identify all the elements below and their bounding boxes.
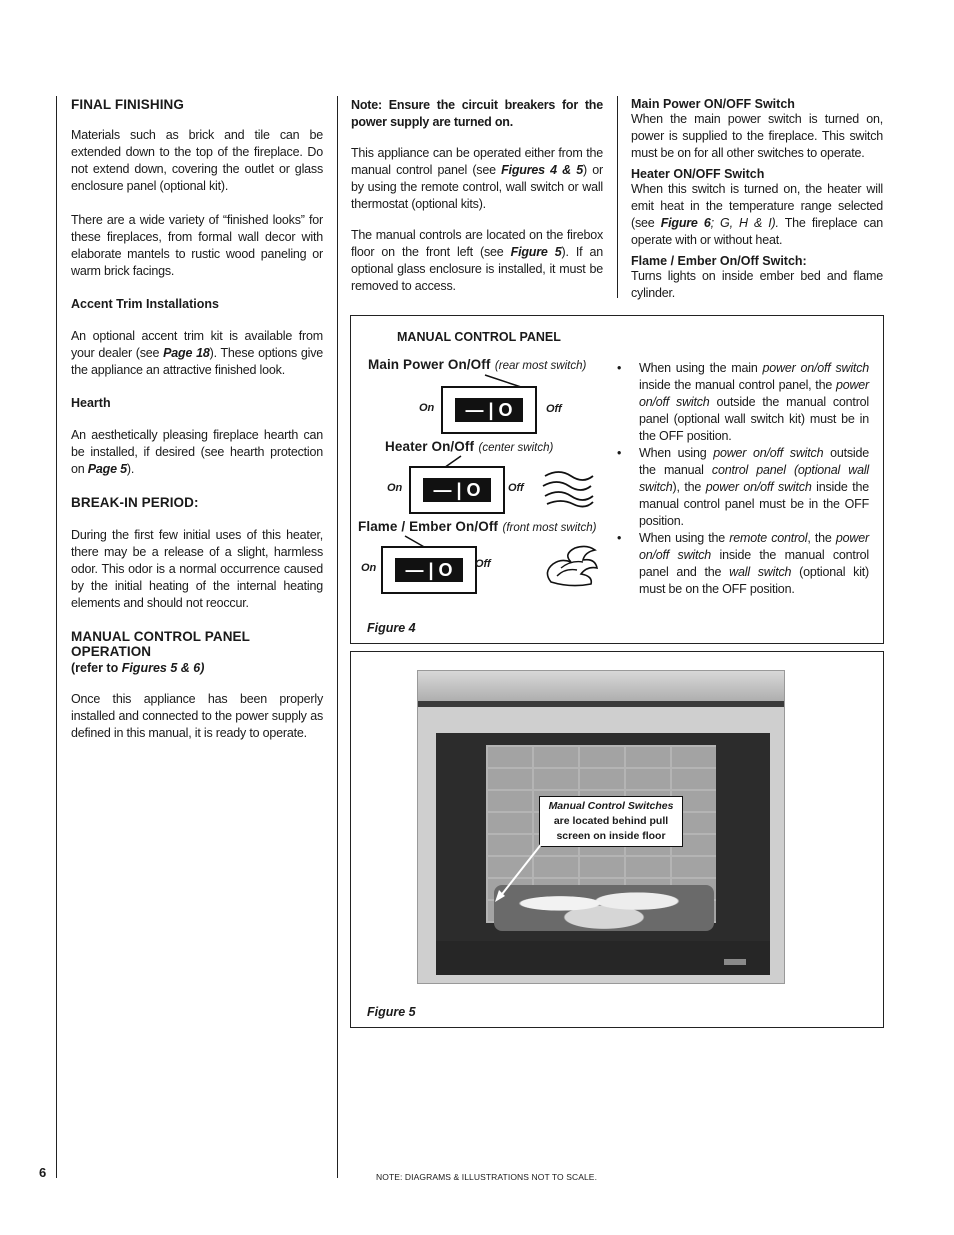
figure-5-ref: Figure 5 [510,245,562,259]
flame-switch-symbol: — | O [395,558,463,582]
figures-4-5-ref: Figures 4 & 5 [501,163,584,177]
callout-line-1: Manual Control Switches [548,800,674,812]
fireplace-top-trim [418,671,784,705]
heat-waves-icon [541,468,597,508]
flame-paragraph: Turns lights on inside ember bed and flame cylinder. [631,269,883,300]
column-rule-left [56,96,57,1178]
main-power-switch[interactable] [441,386,537,434]
figure-5-box [350,651,884,1028]
bullet-main-power: • When using the main power on/off switch inside the manual control panel, the power on/off switch outside the manual control panel (optional wall switch kit) must be in the OFF position. [617,360,869,445]
manual-switch-callout [539,796,683,847]
main-power-switch-symbol: — | O [455,398,523,422]
heater-note: (center switch) [478,442,554,454]
page-number: 6 [39,1165,47,1180]
manual-control-operation-paragraph: Once this appliance has been properly installed and connected to the power supply as defined in this manual, it is ready to operate. [71,692,323,740]
break-in-heading: BREAK-IN PERIOD: [71,495,199,510]
bullet-outside-switch: • When using power on/off switch outside the manual control panel (optional wall switch), the power on/off switch inside the manual control panel must be in the OFF position. [617,445,869,530]
main-power-label-row [368,356,586,374]
main-power-on-label: On [419,402,435,414]
heater-switch[interactable] [409,466,505,514]
operation-paragraph: This appliance can be operated either from the manual control panel (see Figures 4 & 5) or by using the remote control, wall switch or wall thermostat (optional kits). [351,146,604,211]
callout-line-2: are located behind pull [553,815,669,827]
flame-off-label: Off [475,558,491,570]
final-finishing-paragraph-2: There are a wide variety of “finished looks” for these fireplaces, from formal wall decor with elaborate mantels to rustic wood paneling or warm brick facings. [71,213,323,278]
flame-switch[interactable] [381,546,477,594]
main-power-off-label: Off [546,403,562,415]
circuit-breaker-note: Note: Ensure the circuit breakers for the power supply are turned on. [351,98,603,129]
main-power-heading: Main Power ON/OFF Switch [631,97,795,111]
flame-on-label: On [361,562,377,574]
heater-label: Heater On/Off [385,439,475,454]
callout-arrow [491,838,551,906]
bullet-remote-control: • When using the remote control, the power on/off switch inside the manual control panel and the wall switch (optional kit) must be on the OFF position. [617,530,869,598]
figure-4-box [350,315,884,644]
left-column [71,97,323,742]
flame-heading: Flame / Ember On/Off Switch: [631,254,807,268]
main-power-label: Main Power On/Off [368,357,491,372]
controls-location-paragraph: The manual controls are located on the firebox floor on the front left (see Figure 5). If an optional glass enclosure is installed, it must be removed to access. [351,228,603,293]
flame-label-row [358,518,596,536]
accent-trim-heading: Accent Trim Installations [71,297,219,311]
callout-line-3: screen on inside floor [556,830,666,842]
flame-label: Flame / Ember On/Off [358,519,499,534]
column-rule-right [617,96,618,298]
final-finishing-paragraph-1: Materials such as brick and tile can be extended down to the top of the fireplace. Do not extend down, covering the outlet or glass enclosure panel (optional kit). [71,128,323,193]
final-finishing-heading: FINAL FINISHING [71,97,185,112]
accent-trim-paragraph: An optional accent trim kit is available from your dealer (see Page 18). These options give the appliance an attractive finished look. [71,329,324,377]
figure-4-bullets [617,360,869,598]
heater-on-label: On [387,482,403,494]
right-column [631,97,883,302]
heater-paragraph: When this switch is turned on, the heater will emit heat in the temperature range selected (see Figure 6; G, H & I). The fireplace can operate with or without heat. [631,182,883,247]
column-rule-middle [337,96,338,1178]
main-power-paragraph: When the main power switch is turned on, power is supplied to the fireplace. This switch must be on for all other switches to operate. [631,112,883,160]
fireplace-trim-bar [418,701,784,707]
main-power-note: (rear most switch) [494,360,587,372]
fireplace-logo-badge [724,959,746,965]
figure-5-caption: Figure 5 [367,1005,416,1019]
page-5-ref: Page 5 [87,462,127,476]
heater-heading: Heater ON/OFF Switch [631,167,765,181]
flame-icon [541,544,601,588]
fireplace-base [436,941,770,975]
heater-switch-symbol: — | O [423,478,491,502]
figure-6-ref: Figure 6 [660,216,711,230]
heater-off-label: Off [508,482,524,494]
page-18-ref: Page 18 [163,346,210,360]
hearth-paragraph: An aesthetically pleasing fireplace hearth can be installed, if desired (see hearth protection on Page 5). [71,428,323,476]
hearth-heading: Hearth [71,396,111,410]
break-in-paragraph: During the first few initial uses of this heater, there may be a release of a slight, harmless odor. This odor is a normal occurrence caused by the initial heating of the internal heating elements and should not reoccur. [71,528,323,610]
manual-control-panel-title: MANUAL CONTROL PANEL [397,330,561,344]
manual-control-operation-subheading: (refer to Figures 5 & 6) [71,661,205,675]
footer-note: NOTE: DIAGRAMS & ILLUSTRATIONS NOT TO SCALE. [376,1172,598,1182]
manual-control-operation-heading: MANUAL CONTROL PANEL OPERATION [71,629,250,659]
middle-column [351,97,603,295]
flame-note: (front most switch) [502,522,597,534]
figure-4-caption: Figure 4 [367,621,416,635]
